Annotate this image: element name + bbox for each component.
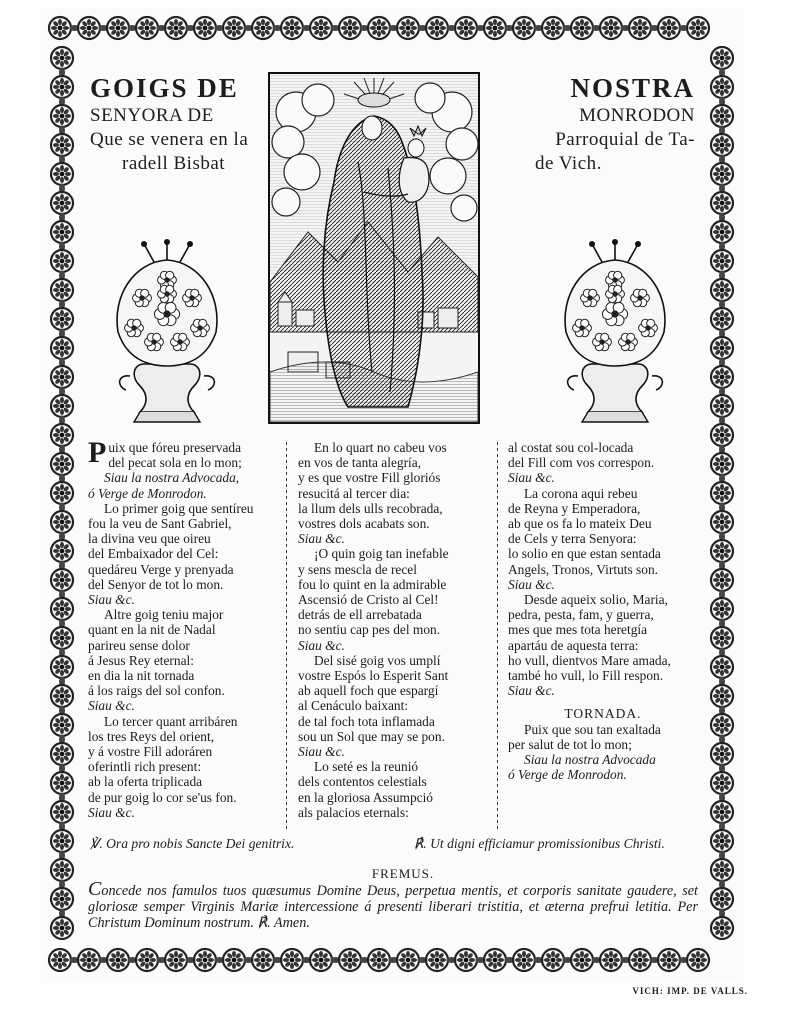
verse-text: oferintli rich present: [88, 759, 202, 775]
rosette-ornament [711, 482, 733, 504]
rosette-ornament [571, 17, 593, 39]
rosette-ornament [51, 685, 73, 707]
rosette-ornament [51, 743, 73, 765]
rosette-ornament [711, 917, 733, 939]
rosette-ornament [281, 949, 303, 971]
verse-line [298, 622, 488, 637]
vase-icon [134, 364, 200, 412]
verse-text: Siau la nostra Advocada, [104, 470, 240, 486]
flower-vase-ornament-left [104, 236, 230, 426]
rosette-ornament [711, 250, 733, 272]
rosette-ornament [223, 17, 245, 39]
verse-text: dels contentos celestials [298, 774, 427, 790]
verse-text: á los raigs del sol confon. [88, 683, 225, 699]
verse-line [298, 516, 488, 531]
verse-line [508, 607, 698, 622]
title-left-big: GOIGS DE [90, 73, 239, 103]
verse-text: ó Verge de Monrodon. [508, 767, 627, 783]
rosette-ornament [397, 17, 419, 39]
verse-text: Del sisé goig vos umplí [314, 652, 441, 668]
verse-line [88, 683, 278, 698]
verse-text: quedáreu Verge y prenyada [88, 561, 234, 577]
verse-text: la llum dels ulls recobrada, [298, 500, 443, 516]
verse-line [88, 759, 278, 774]
rosette-ornament [136, 17, 158, 39]
rosette-ornament [252, 17, 274, 39]
verse-text: als palacios eternals: [298, 804, 409, 820]
verse-line [88, 744, 278, 759]
verse-line [88, 774, 278, 789]
verse-line [298, 744, 488, 759]
verse-line [88, 501, 278, 516]
verse-text: Siau &c. [88, 592, 135, 608]
verse-line [88, 577, 278, 592]
rosette-ornament [51, 163, 73, 185]
verse-line [88, 790, 278, 805]
verse-text: Lo primer goig que sentíreu [104, 500, 254, 516]
rosette-ornament [194, 949, 216, 971]
verse-text: vostre Espós lo Esperit Sant [298, 668, 449, 684]
verse-line [508, 622, 698, 637]
rosette-ornament [51, 337, 73, 359]
verse-text: Angels, Tronos, Virtuts son. [508, 561, 658, 577]
rosette-ornament [711, 569, 733, 591]
verse-text: resucitá al tercer dia: [298, 485, 410, 501]
rosette-ornament [629, 17, 651, 39]
verse-text: en vos de tanta alegría, [298, 455, 422, 471]
verse-line [298, 455, 488, 470]
verse-text: detrás de ell arrebatada [298, 607, 422, 623]
versicle: ℣. Ora pro nobis Sancte Dei genitrix. [90, 836, 295, 851]
verse-line [88, 546, 278, 561]
prayer-initial: C [88, 878, 102, 900]
tornada-verses [508, 722, 698, 783]
verse-line [298, 577, 488, 592]
verse-line [88, 516, 278, 531]
verse-line [508, 562, 698, 577]
verse-line [88, 653, 278, 668]
verse-line [298, 440, 488, 455]
verse-text: Altre goig teniu major [104, 607, 224, 623]
verse-text: de Reyna y Emperadora, [508, 500, 641, 516]
rosette-ornament [339, 949, 361, 971]
verse-text: del pecat sola en lo mon; [108, 455, 242, 471]
verse-text: y á vostre Fill adoráren [88, 744, 213, 760]
prayer-heading: FREMUS. [371, 866, 435, 881]
verse-line [508, 653, 698, 668]
rosette-ornament [51, 569, 73, 591]
rosette-ornament [51, 76, 73, 98]
rosette-ornament [687, 17, 709, 39]
verse-line [88, 622, 278, 637]
verse-text: de tal foch tota inflamada [298, 713, 435, 729]
verse-line [508, 546, 698, 561]
rosette-ornament [51, 801, 73, 823]
verse-text: parireu sense dolor [88, 637, 190, 653]
rosette-ornament [711, 511, 733, 533]
verse-line [298, 759, 488, 774]
verse-text: de Cels y terra Senyora: [508, 531, 637, 547]
rosette-ornament [711, 453, 733, 475]
verse-line [508, 531, 698, 546]
verse-line [508, 455, 698, 470]
verse-line [298, 531, 488, 546]
rosette-ornament [51, 424, 73, 446]
column-rule-2 [497, 442, 498, 830]
printer-imprint: VICH: IMP. DE VALLS. [632, 986, 748, 996]
verse-line [298, 790, 488, 805]
verse-line [508, 440, 698, 455]
rosette-ornament [310, 17, 332, 39]
verse-text: Siau &c. [88, 698, 135, 714]
rosette-ornament [600, 17, 622, 39]
verse-line [508, 722, 698, 737]
verse-text: Siau &c. [508, 576, 555, 592]
verse-text: la divina veu que oireu [88, 531, 211, 547]
verse-line [508, 577, 698, 592]
verse-text: apartáu de aquesta terra: [508, 637, 639, 653]
title-left-line-2: Que se venera en la [90, 129, 249, 150]
verse-line [298, 486, 488, 501]
title-left-line-3: radell Bisbat [122, 153, 226, 174]
rosette-ornament [51, 453, 73, 475]
title-right-line-2: Parroquial de Ta- [555, 129, 695, 150]
verse-text: fou la veu de Sant Gabriel, [88, 516, 232, 532]
verse-line [298, 805, 488, 820]
verse-line [508, 737, 698, 752]
verse-text: En lo quart no cabeu vos [314, 440, 447, 455]
rosette-ornament [571, 949, 593, 971]
rosette-ornament [107, 949, 129, 971]
verse-line [298, 607, 488, 622]
rosette-ornament [51, 540, 73, 562]
rosette-ornament [136, 949, 158, 971]
verse-line [298, 653, 488, 668]
verse-text: y es que vostre Fill gloriós [298, 470, 441, 486]
rosette-ornament [426, 17, 448, 39]
rosette-ornament [368, 17, 390, 39]
verse-line [508, 683, 698, 698]
verse-text: Siau &c. [508, 470, 555, 486]
verse-text: Lo tercer quant arribáren [104, 713, 238, 729]
verse-line [298, 774, 488, 789]
verse-line [88, 592, 278, 607]
column-rule-1 [286, 442, 287, 830]
rosette-ornament [455, 949, 477, 971]
rosette-ornament [711, 192, 733, 214]
rosette-ornament [397, 949, 419, 971]
rosette-ornament [711, 743, 733, 765]
rosette-ornament [51, 308, 73, 330]
verse-text: Puix que sou tan exaltada [524, 721, 661, 737]
verse-column-1 [88, 436, 278, 820]
rosette-ornament [51, 598, 73, 620]
rosette-ornament [600, 949, 622, 971]
verse-text: ab la oferta triplicada [88, 774, 203, 790]
rosette-ornament [542, 17, 564, 39]
rosette-ornament [711, 163, 733, 185]
verse-text: en dia la nit tornada [88, 668, 195, 684]
verse-line [88, 638, 278, 653]
rosette-ornament [51, 627, 73, 649]
rosette-ornament [368, 949, 390, 971]
rosette-ornament [51, 47, 73, 69]
verse-text: ¡O quin goig tan inefable [314, 546, 449, 562]
rosette-ornament [711, 627, 733, 649]
verse-line [298, 638, 488, 653]
verse-line [508, 501, 698, 516]
verse-text: Ascensió de Cristo al Cel! [298, 592, 439, 608]
rosette-ornament [711, 888, 733, 910]
verse-text: de pur goig lo cor se'us fon. [88, 789, 237, 805]
rosette-ornament [165, 17, 187, 39]
rosette-ornament [711, 830, 733, 852]
verse-text: Siau &c. [298, 531, 345, 547]
ornamental-border-top [44, 10, 740, 46]
verse-line [298, 714, 488, 729]
rosette-ornament [711, 76, 733, 98]
verse-text: Siau &c. [508, 683, 555, 699]
prayer-text [88, 878, 698, 931]
prayer-body: oncede nos famulos tuos quæsumus Domine Deus, perpetua mentis, et corporis sanitate gaudere, set gloriosæ semper Virginis Mariæ intercessione á presenti liberari tristitia, et æterna prefrui letitia. Per Christum Dominum nostrum. ℟. Amen. [88, 883, 698, 931]
rosette-ornament [711, 801, 733, 823]
verse-line [508, 638, 698, 653]
rosette-ornament [310, 949, 332, 971]
rosette-ornament [51, 279, 73, 301]
rosette-ornament [711, 772, 733, 794]
verse-text: á Jesus Rey eternal: [88, 652, 194, 668]
rosette-ornament [51, 656, 73, 678]
rosette-ornament [51, 250, 73, 272]
drop-cap: P [88, 436, 107, 469]
rosette-ornament [49, 17, 71, 39]
verse-line [508, 592, 698, 607]
verse-line [88, 531, 278, 546]
verse-text: ho vull, dientvos Mare amada, [508, 652, 671, 668]
verse-text: ab que os fa lo mateix Deu [508, 516, 652, 532]
verse-text: quant en la nit de Nadal [88, 622, 216, 638]
verse-line [298, 592, 488, 607]
verse-line [508, 752, 698, 767]
verse-text: al costat sou col-locada [508, 440, 634, 455]
verse-line [508, 470, 698, 485]
rosette-ornament [711, 685, 733, 707]
verse-line [298, 729, 488, 744]
rosette-ornament [252, 949, 274, 971]
rosette-ornament [51, 888, 73, 910]
verse-column-3-body [508, 440, 698, 698]
title-right [535, 72, 695, 176]
verse-text: Desde aqueix solio, Maria, [524, 592, 668, 608]
verse-line [88, 607, 278, 622]
title-right-line-3: de Vich. [535, 153, 602, 174]
rosette-ornament [281, 17, 303, 39]
verse-text: La corona aqui rebeu [524, 485, 638, 501]
verse-text: Lo seté es la reunió [314, 759, 419, 775]
rosette-ornament [711, 134, 733, 156]
verse-line [298, 562, 488, 577]
rosette-ornament [484, 949, 506, 971]
title-right-line-1: MONRODON [579, 105, 695, 126]
rosette-ornament [51, 395, 73, 417]
ornamental-border-right [704, 46, 740, 942]
verse-line [88, 562, 278, 577]
verse-text: en la gloriosa Assumpció [298, 789, 434, 805]
vase-icon [582, 364, 648, 412]
rosette-ornament [51, 917, 73, 939]
rosette-ornament [711, 47, 733, 69]
verse-line [88, 714, 278, 729]
verse-column-2 [298, 440, 488, 820]
verse-line [298, 546, 488, 561]
rosette-ornament [711, 598, 733, 620]
rosette-ornament [658, 17, 680, 39]
rosette-ornament [51, 482, 73, 504]
rosette-ornament [711, 308, 733, 330]
rosette-ornament [51, 105, 73, 127]
rosette-ornament [513, 17, 535, 39]
verse-line [88, 805, 278, 820]
rosette-ornament [484, 17, 506, 39]
rosette-ornament [107, 17, 129, 39]
flower-vase-ornament-right [552, 236, 678, 426]
verse-text: los tres Reys del orient, [88, 728, 215, 744]
rosette-ornament [455, 17, 477, 39]
rosette-ornament [711, 279, 733, 301]
rosette-ornament [687, 949, 709, 971]
verse-line [508, 767, 698, 782]
verse-line [88, 698, 278, 713]
ornamental-border-left [44, 46, 80, 942]
rosette-ornament [711, 656, 733, 678]
rosette-ornament [49, 949, 71, 971]
rosette-ornament [51, 192, 73, 214]
rosette-ornament [711, 540, 733, 562]
verse-text: del Fill com vos correspon. [508, 455, 655, 471]
rosette-ornament [711, 105, 733, 127]
verse-text: Siau la nostra Advocada [524, 752, 656, 768]
rosette-ornament [78, 17, 100, 39]
rosette-ornament [629, 949, 651, 971]
verse-line [298, 501, 488, 516]
verse-text: no sentiu cap pes del mon. [298, 622, 441, 638]
rosette-ornament [658, 949, 680, 971]
rosette-ornament [513, 949, 535, 971]
rosette-ornament [711, 424, 733, 446]
rosette-ornament [51, 830, 73, 852]
rosette-ornament [711, 221, 733, 243]
verse-text: lo solio en que estan sentada [508, 546, 661, 562]
rosette-ornament [51, 366, 73, 388]
verse-line [508, 516, 698, 531]
verse-text: y sens mescla de recel [298, 561, 417, 577]
rosette-ornament [223, 949, 245, 971]
verse-text: Siau &c. [298, 637, 345, 653]
verse-text: mes que mes tota heretgía [508, 622, 648, 638]
verse-line [88, 470, 278, 485]
verse-text: vostres dols acabats son. [298, 516, 430, 532]
rosette-ornament [78, 949, 100, 971]
verse-line [298, 683, 488, 698]
rosette-ornament [194, 17, 216, 39]
rosette-ornament [426, 949, 448, 971]
verse-text: uix que fóreu preservada [108, 440, 242, 455]
rosette-ornament [711, 395, 733, 417]
rosette-ornament [339, 17, 361, 39]
response: ℟. Ut digni efficiamur promissionibus Christi. [414, 836, 665, 851]
verse-line [88, 455, 278, 470]
verse-text: ó Verge de Monrodon. [88, 485, 207, 501]
verse-text: fou lo quint en la admirable [298, 576, 447, 592]
rosette-ornament [711, 714, 733, 736]
rosette-ornament [51, 134, 73, 156]
rosette-ornament [51, 511, 73, 533]
verse-column-3 [508, 440, 698, 782]
title-left [90, 72, 270, 176]
verse-text: també ho vull, lo Fill respon. [508, 668, 664, 684]
verse-text: al Cenáculo baixant: [298, 698, 409, 714]
title-left-line-1: SENYORA DE [90, 105, 214, 126]
verse-text: del Embaixador del Cel: [88, 546, 219, 562]
title-right-big: NOSTRA [570, 73, 695, 103]
verse-line [88, 486, 278, 501]
rosette-ornament [165, 949, 187, 971]
rosette-ornament [51, 772, 73, 794]
tornada-heading: TORNADA. [564, 706, 642, 722]
verse-text: pedra, pesta, fam, y guerra, [508, 607, 654, 623]
verse-line [88, 668, 278, 683]
verse-text: per salut de tot lo mon; [508, 736, 632, 752]
verse-line [88, 729, 278, 744]
rosette-ornament [51, 221, 73, 243]
verse-line [508, 668, 698, 683]
verse-text: Siau &c. [88, 804, 135, 820]
verse-text: Siau &c. [298, 744, 345, 760]
rosette-ornament [542, 949, 564, 971]
rosette-ornament [711, 337, 733, 359]
rosette-ornament [51, 714, 73, 736]
rosette-ornament [711, 366, 733, 388]
verse-text: sou un Sol que may se pon. [298, 728, 445, 744]
verse-line [298, 470, 488, 485]
verse-text: ab aquell foch que espargí [298, 683, 439, 699]
verse-text: del Senyor de tot lo mon. [88, 576, 224, 592]
virgin-and-child-engraving [268, 72, 480, 424]
verse-line [298, 668, 488, 683]
verse-line [508, 486, 698, 501]
ornamental-border-bottom [44, 942, 740, 978]
verse-line [298, 698, 488, 713]
